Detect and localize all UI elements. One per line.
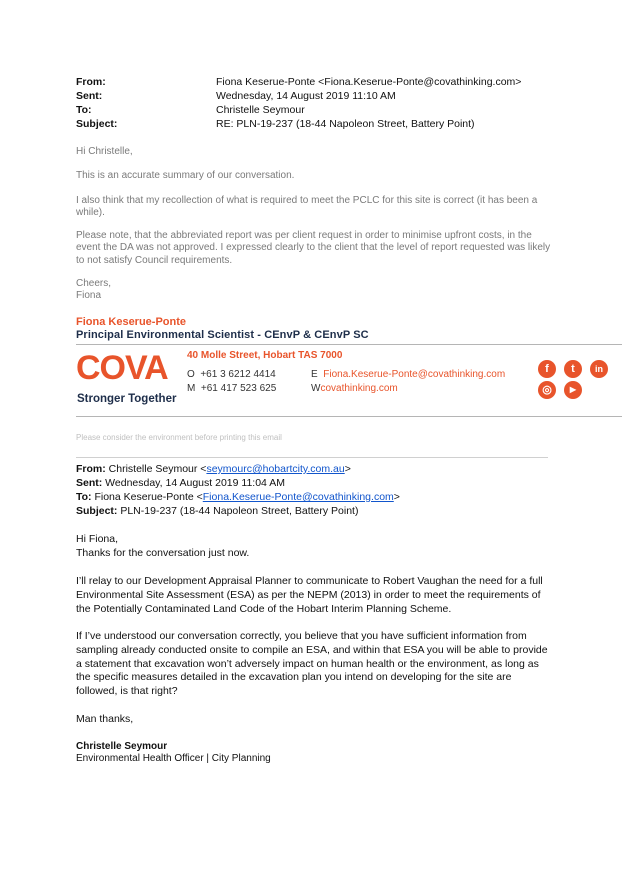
sent-value: Wednesday, 14 August 2019 11:10 AM: [216, 90, 396, 102]
email2-to-name: Fiona Keserue-Ponte: [94, 491, 194, 503]
signature-bottom-divider: [76, 416, 622, 417]
email2-to: To: Fiona Keserue-Ponte <Fiona.Keserue-Ponte@covathinking.com>: [76, 491, 400, 503]
greeting: Hi Christelle,: [76, 146, 133, 157]
sender-first-name: Fiona: [76, 290, 102, 301]
email2-greeting: Hi Fiona,: [76, 533, 119, 545]
signature-title: Principal Environmental Scientist - CEnvP & CEnvP SC: [76, 329, 369, 341]
signature-web: [311, 383, 398, 394]
email2-subject-value: PLN-19-237 (18-44 Napoleon Street, Battery Point): [120, 505, 359, 517]
email2-sent-label: Sent:: [76, 477, 103, 489]
facebook-icon[interactable]: f: [538, 360, 556, 378]
web-prefix: W: [311, 383, 321, 394]
email2-from-email-link[interactable]: seymourc@hobartcity.com.au: [206, 463, 345, 475]
email2-subject-label: Subject:: [76, 505, 118, 517]
email2-to-email-link[interactable]: Fiona.Keserue-Ponte@covathinking.com: [202, 491, 394, 503]
subject-label: Subject:: [76, 118, 118, 130]
signature-email-link[interactable]: Fiona.Keserue-Ponte@covathinking.com: [323, 369, 506, 380]
twitter-icon[interactable]: t: [564, 360, 582, 378]
email2-from-label: From:: [76, 463, 106, 475]
subject-value: RE: PLN-19-237 (18-44 Napoleon Street, Battery Point): [216, 118, 475, 130]
email-prefix: E: [311, 369, 318, 380]
mobile-phone: [187, 383, 276, 394]
body-paragraph: This is an accurate summary of our conversation.: [76, 170, 295, 181]
from-label: From:: [76, 76, 106, 88]
email2-paragraph: If I’ve understood our conversation correctly, you believe that you have sufficient information from sampling already conducted onsite to compile an ESA, and within that ESA you will be able to provide a statement that excavation won’t adversely impact on human health or the environment, as long as the specific measures detailed in the excavation plan you intend on developing for the site are followed, is that right?: [76, 630, 548, 698]
body-paragraph: I also think that my recollection of what is required to meet the PCLC for this site is correct (it has been a while).: [76, 195, 538, 219]
body-paragraph: Please note, that the abbreviated report was per client request in order to minimise upfront costs, in the event the DA was not approved. I expressed clearly to the client that the level of report requested was likely to not satisfy Council requirements.: [76, 230, 551, 266]
signature-divider: [76, 344, 622, 345]
email2-from-name: Christelle Seymour: [108, 463, 198, 475]
email2-to-label: To:: [76, 491, 92, 503]
email2-sent: [76, 477, 285, 490]
email-separator: [76, 457, 548, 458]
mobile-number: +61 417 523 625: [200, 383, 277, 394]
office-phone: [187, 369, 276, 380]
linkedin-icon[interactable]: in: [590, 360, 608, 378]
email2-from: From: Christelle Seymour <seymourc@hobartcity.com.au>: [76, 463, 351, 475]
to-value: Christelle Seymour: [216, 104, 305, 116]
from-value: Fiona Keserue-Ponte <Fiona.Keserue-Ponte@covathinking.com>: [216, 76, 522, 88]
email2-closing: Man thanks,: [76, 713, 134, 725]
sent-label: Sent:: [76, 90, 103, 102]
office-prefix: O: [187, 369, 195, 380]
signature-name: Fiona Keserue-Ponte: [76, 316, 187, 328]
email2-subject: [76, 505, 358, 518]
email2-sent-value: Wednesday, 14 August 2019 11:04 AM: [105, 477, 285, 489]
signature-email: [311, 369, 505, 380]
youtube-icon[interactable]: ▶: [564, 381, 582, 399]
to-label: To:: [76, 104, 92, 116]
email2-signature-title: Environmental Health Officer | City Planning: [76, 753, 271, 764]
company-tagline: Stronger Together: [77, 393, 177, 405]
office-number: +61 3 6212 4414: [200, 369, 276, 380]
email2-signature-name: Christelle Seymour: [76, 741, 168, 752]
instagram-icon[interactable]: ◎: [538, 381, 556, 399]
email2-paragraph: I’ll relay to our Development Appraisal Planner to communicate to Robert Vaughan the need for a full Environmental Site Assessment (ESA) as per the NEPM (2013) in order to meet the requirements of the Potentially Contaminated Land Code of the Hobart Interim Planning Scheme.: [76, 575, 543, 615]
cova-logo: COVA: [76, 349, 168, 387]
email2-thanks: Thanks for the conversation just now.: [76, 547, 250, 559]
mobile-prefix: M: [187, 383, 196, 394]
company-address: 40 Molle Street, Hobart TAS 7000: [187, 350, 343, 361]
environment-note: Please consider the environment before printing this email: [76, 433, 282, 442]
closing: Cheers,: [76, 278, 112, 289]
signature-web-link[interactable]: covathinking.com: [320, 383, 398, 394]
